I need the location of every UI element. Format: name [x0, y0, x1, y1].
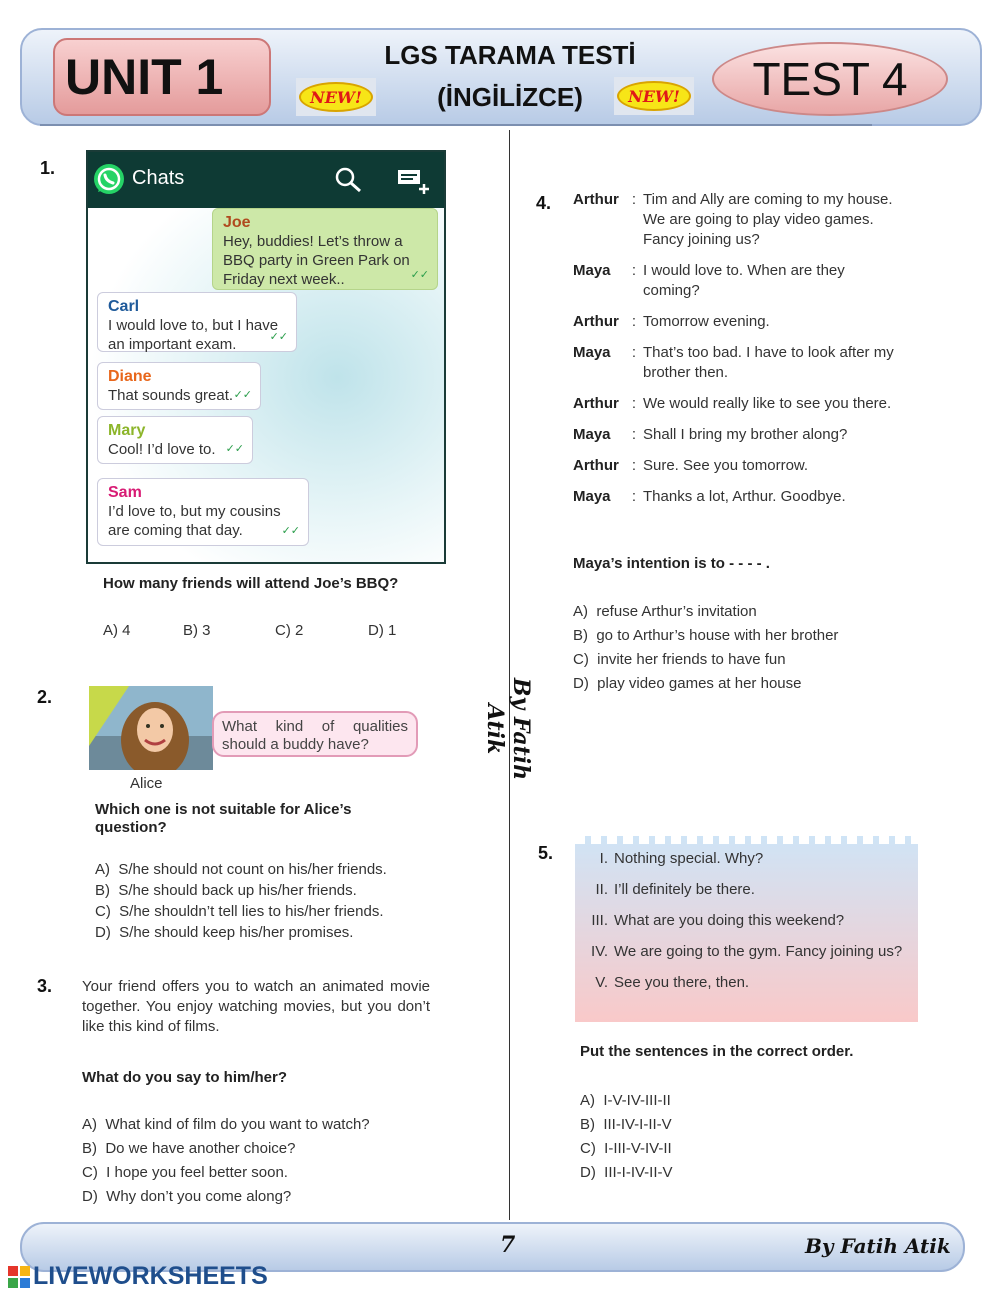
question-5-options [580, 1091, 880, 1187]
option-letter: B) [573, 627, 588, 644]
question-2-prompt: Which one is not suitable for Alice’s question? [95, 801, 352, 836]
option-c[interactable] [573, 650, 933, 674]
option-letter: A) [82, 1116, 97, 1133]
option-letter: A) [95, 861, 110, 878]
option-text: go to Arthur’s house with her brother [596, 627, 839, 644]
option-text: I-III-V-IV-II [604, 1140, 672, 1157]
speaker: Maya [573, 488, 611, 505]
chat-screenshot [86, 150, 446, 564]
speaker: Arthur [573, 457, 619, 474]
dialogue-line [573, 456, 903, 476]
chat-header [88, 152, 444, 208]
chats-title: Chats [132, 167, 185, 189]
chat-message [97, 416, 253, 464]
sender-name: Diane [108, 368, 152, 385]
question-5-number: 5. [538, 843, 554, 863]
sentence-number: II. [595, 881, 608, 898]
question-5-prompt: Put the sentences in the correct order. [580, 1043, 854, 1060]
sentence-text: What are you doing this weekend? [614, 912, 845, 929]
line-text: We would really like to see you there. [643, 395, 892, 412]
option-letter: A) [580, 1092, 595, 1109]
sentence-text: I’ll definitely be there. [614, 881, 755, 898]
question-2-options [95, 860, 455, 944]
dialogue-line [573, 343, 903, 383]
option-text: S/he should back up his/her friends. [118, 882, 357, 899]
read-check-icon: ✓✓ [281, 525, 300, 537]
chat-message [97, 292, 297, 352]
sentence-number: III. [591, 912, 608, 929]
colon: : [631, 191, 637, 208]
option-letter: C) [573, 651, 589, 668]
option-b[interactable] [82, 1139, 482, 1163]
line-text: Thanks a lot, Arthur. Goodbye. [643, 488, 846, 505]
question-3-prompt: What do you say to him/her? [82, 1069, 288, 1086]
option-text: Why don’t you come along? [106, 1188, 292, 1205]
question-1-number: 1. [40, 158, 56, 178]
read-check-icon: ✓✓ [269, 331, 288, 343]
speech-bubble: What kind of qualities should a buddy have? [212, 711, 418, 757]
read-check-icon: ✓✓ [233, 389, 252, 401]
option-letter: B) [580, 1116, 595, 1133]
sentence-number: IV. [591, 943, 608, 960]
unit-label: UNIT 1 [53, 38, 271, 116]
question-3-options [82, 1115, 482, 1211]
option-text: refuse Arthur’s invitation [596, 603, 757, 620]
option-c[interactable]: C) 2 [275, 622, 304, 639]
option-a[interactable] [82, 1115, 482, 1139]
option-b[interactable] [573, 626, 933, 650]
option-d[interactable]: D) 1 [368, 622, 397, 639]
colon: : [631, 262, 637, 279]
sentence [580, 911, 910, 931]
message-text: Cool! I’d love to. [108, 441, 216, 458]
option-text: What kind of film do you want to watch? [105, 1116, 370, 1133]
colon: : [631, 344, 637, 361]
speaker: Arthur [573, 191, 619, 208]
dialogue-line [573, 312, 903, 332]
option-b[interactable] [580, 1115, 880, 1139]
option-text: play video games at her house [597, 675, 802, 692]
sentence-number: V. [595, 974, 608, 991]
option-letter: C) [82, 1164, 98, 1181]
liveworksheets-logo[interactable] [8, 1262, 268, 1291]
chat-message [97, 478, 309, 546]
colon: : [631, 395, 637, 412]
option-b[interactable] [95, 881, 455, 902]
test-title-line1: LGS TARAMA TESTİ [384, 40, 636, 70]
chat-message [97, 362, 261, 410]
option-letter: D) [82, 1188, 98, 1205]
test-title-line2: (İNGİLİZCE) [437, 82, 583, 112]
header-underline [40, 124, 872, 126]
new-badge-left [296, 78, 376, 116]
option-text: invite her friends to have fun [597, 651, 786, 668]
new-starburst-icon: NEW! [299, 82, 373, 112]
option-d[interactable] [580, 1163, 880, 1187]
dialogue-line [573, 487, 903, 507]
whatsapp-icon [92, 162, 126, 196]
dialogue-line [573, 394, 903, 414]
option-text: I hope you feel better soon. [106, 1164, 288, 1181]
option-letter: B) [95, 882, 110, 899]
speaker: Arthur [573, 395, 619, 412]
option-c[interactable] [82, 1163, 482, 1187]
sender-name: Carl [108, 298, 140, 315]
speaker: Maya [573, 426, 611, 443]
question-1-prompt: How many friends will attend Joe’s BBQ? [103, 575, 399, 592]
brand-name: LIVEWORKSHEETS [33, 1262, 268, 1290]
option-a[interactable] [573, 602, 933, 626]
message-text: I would love to, but I have an important exam. [108, 317, 279, 353]
option-letter: D) [95, 924, 111, 941]
dialogue-line [573, 261, 903, 301]
sentence-text: Nothing special. Why? [614, 850, 764, 867]
speaker: Arthur [573, 313, 619, 330]
option-d[interactable] [82, 1187, 482, 1211]
sender-name: Sam [108, 484, 142, 501]
option-c[interactable] [580, 1139, 880, 1163]
line-text: I would love to. When are they coming? [643, 262, 845, 299]
footer-signature: By Fatih Atik [805, 1234, 951, 1258]
search-icon[interactable] [334, 166, 364, 194]
dialogue-line [573, 190, 903, 250]
line-text: That’s too bad. I have to look after my brother then. [643, 344, 894, 381]
option-text: III-IV-I-II-V [603, 1116, 672, 1133]
read-check-icon: ✓✓ [225, 443, 244, 455]
speaker: Maya [573, 262, 611, 279]
option-letter: D) [580, 1164, 596, 1181]
page-number: 7 [500, 1232, 516, 1258]
sentence-number: I. [599, 850, 608, 867]
question-4-options [573, 602, 933, 698]
line-text: Shall I bring my brother along? [643, 426, 848, 443]
question-3-text: Your friend offers you to watch an animated movie together. You enjoy watching movies, but you don’t like this kind of films. [82, 978, 430, 1035]
question-4-number: 4. [536, 193, 552, 213]
option-a[interactable]: A) 4 [103, 622, 131, 639]
read-check-icon: ✓✓ [410, 269, 429, 281]
option-letter: C) [95, 903, 111, 920]
new-starburst-icon: NEW! [617, 81, 691, 111]
option-text: S/he should not count on his/her friends. [118, 861, 387, 878]
message-text: Hey, buddies! Let’s throw a BBQ party in Green Park on Friday next week.. [223, 233, 410, 288]
sentence-text: We are going to the gym. Fancy joining us? [614, 943, 903, 960]
dialogue [573, 190, 903, 518]
sender-name: Mary [108, 422, 146, 439]
sender-name: Joe [223, 214, 251, 231]
notepaper-holes [575, 836, 918, 844]
line-text: Tim and Ally are coming to my house. We are going to play video games. Fancy joining us? [643, 191, 893, 248]
option-c[interactable] [95, 902, 455, 923]
option-d[interactable] [95, 923, 455, 944]
sentence [580, 880, 910, 900]
question-3-number: 3. [37, 976, 53, 996]
option-text: Do we have another choice? [105, 1140, 296, 1157]
option-letter: D) [573, 675, 589, 692]
option-a[interactable] [580, 1091, 880, 1115]
option-b[interactable]: B) 3 [183, 622, 211, 639]
new-badge-right [614, 77, 694, 115]
chat-message [212, 208, 438, 290]
message-text: That sounds great. [108, 387, 234, 404]
new-chat-icon[interactable] [396, 166, 432, 196]
line-text: Sure. See you tomorrow. [643, 457, 809, 474]
colon: : [631, 426, 637, 443]
colon: : [631, 313, 637, 330]
line-text: Tomorrow evening. [643, 313, 770, 330]
colon: : [631, 457, 637, 474]
sentence-list [580, 849, 910, 1004]
side-signature: By Fatih Atik [482, 677, 534, 781]
option-letter: C) [580, 1140, 596, 1157]
test-number: TEST 4 [712, 42, 948, 116]
speaker: Maya [573, 344, 611, 361]
question-4-prompt: Maya’s intention is to - - - - . [573, 555, 770, 572]
alice-photo [89, 686, 213, 770]
sentence [580, 849, 910, 869]
option-text: III-I-IV-II-V [604, 1164, 673, 1181]
option-text: S/he should keep his/her promises. [119, 924, 354, 941]
question-2-number: 2. [37, 687, 53, 707]
sentence [580, 973, 910, 993]
option-letter: B) [82, 1140, 97, 1157]
option-text: I-V-IV-III-II [603, 1092, 671, 1109]
option-text: S/he shouldn’t tell lies to his/her friends. [119, 903, 384, 920]
person-name: Alice [130, 775, 163, 792]
option-a[interactable] [95, 860, 455, 881]
colon: : [631, 488, 637, 505]
option-letter: A) [573, 603, 588, 620]
sentence [580, 942, 910, 962]
liveworksheets-icon [8, 1266, 30, 1288]
sentence-text: See you there, then. [614, 974, 750, 991]
option-d[interactable] [573, 674, 933, 698]
dialogue-line [573, 425, 903, 445]
message-text: I’d love to, but my cousins are coming that day. [108, 503, 281, 539]
